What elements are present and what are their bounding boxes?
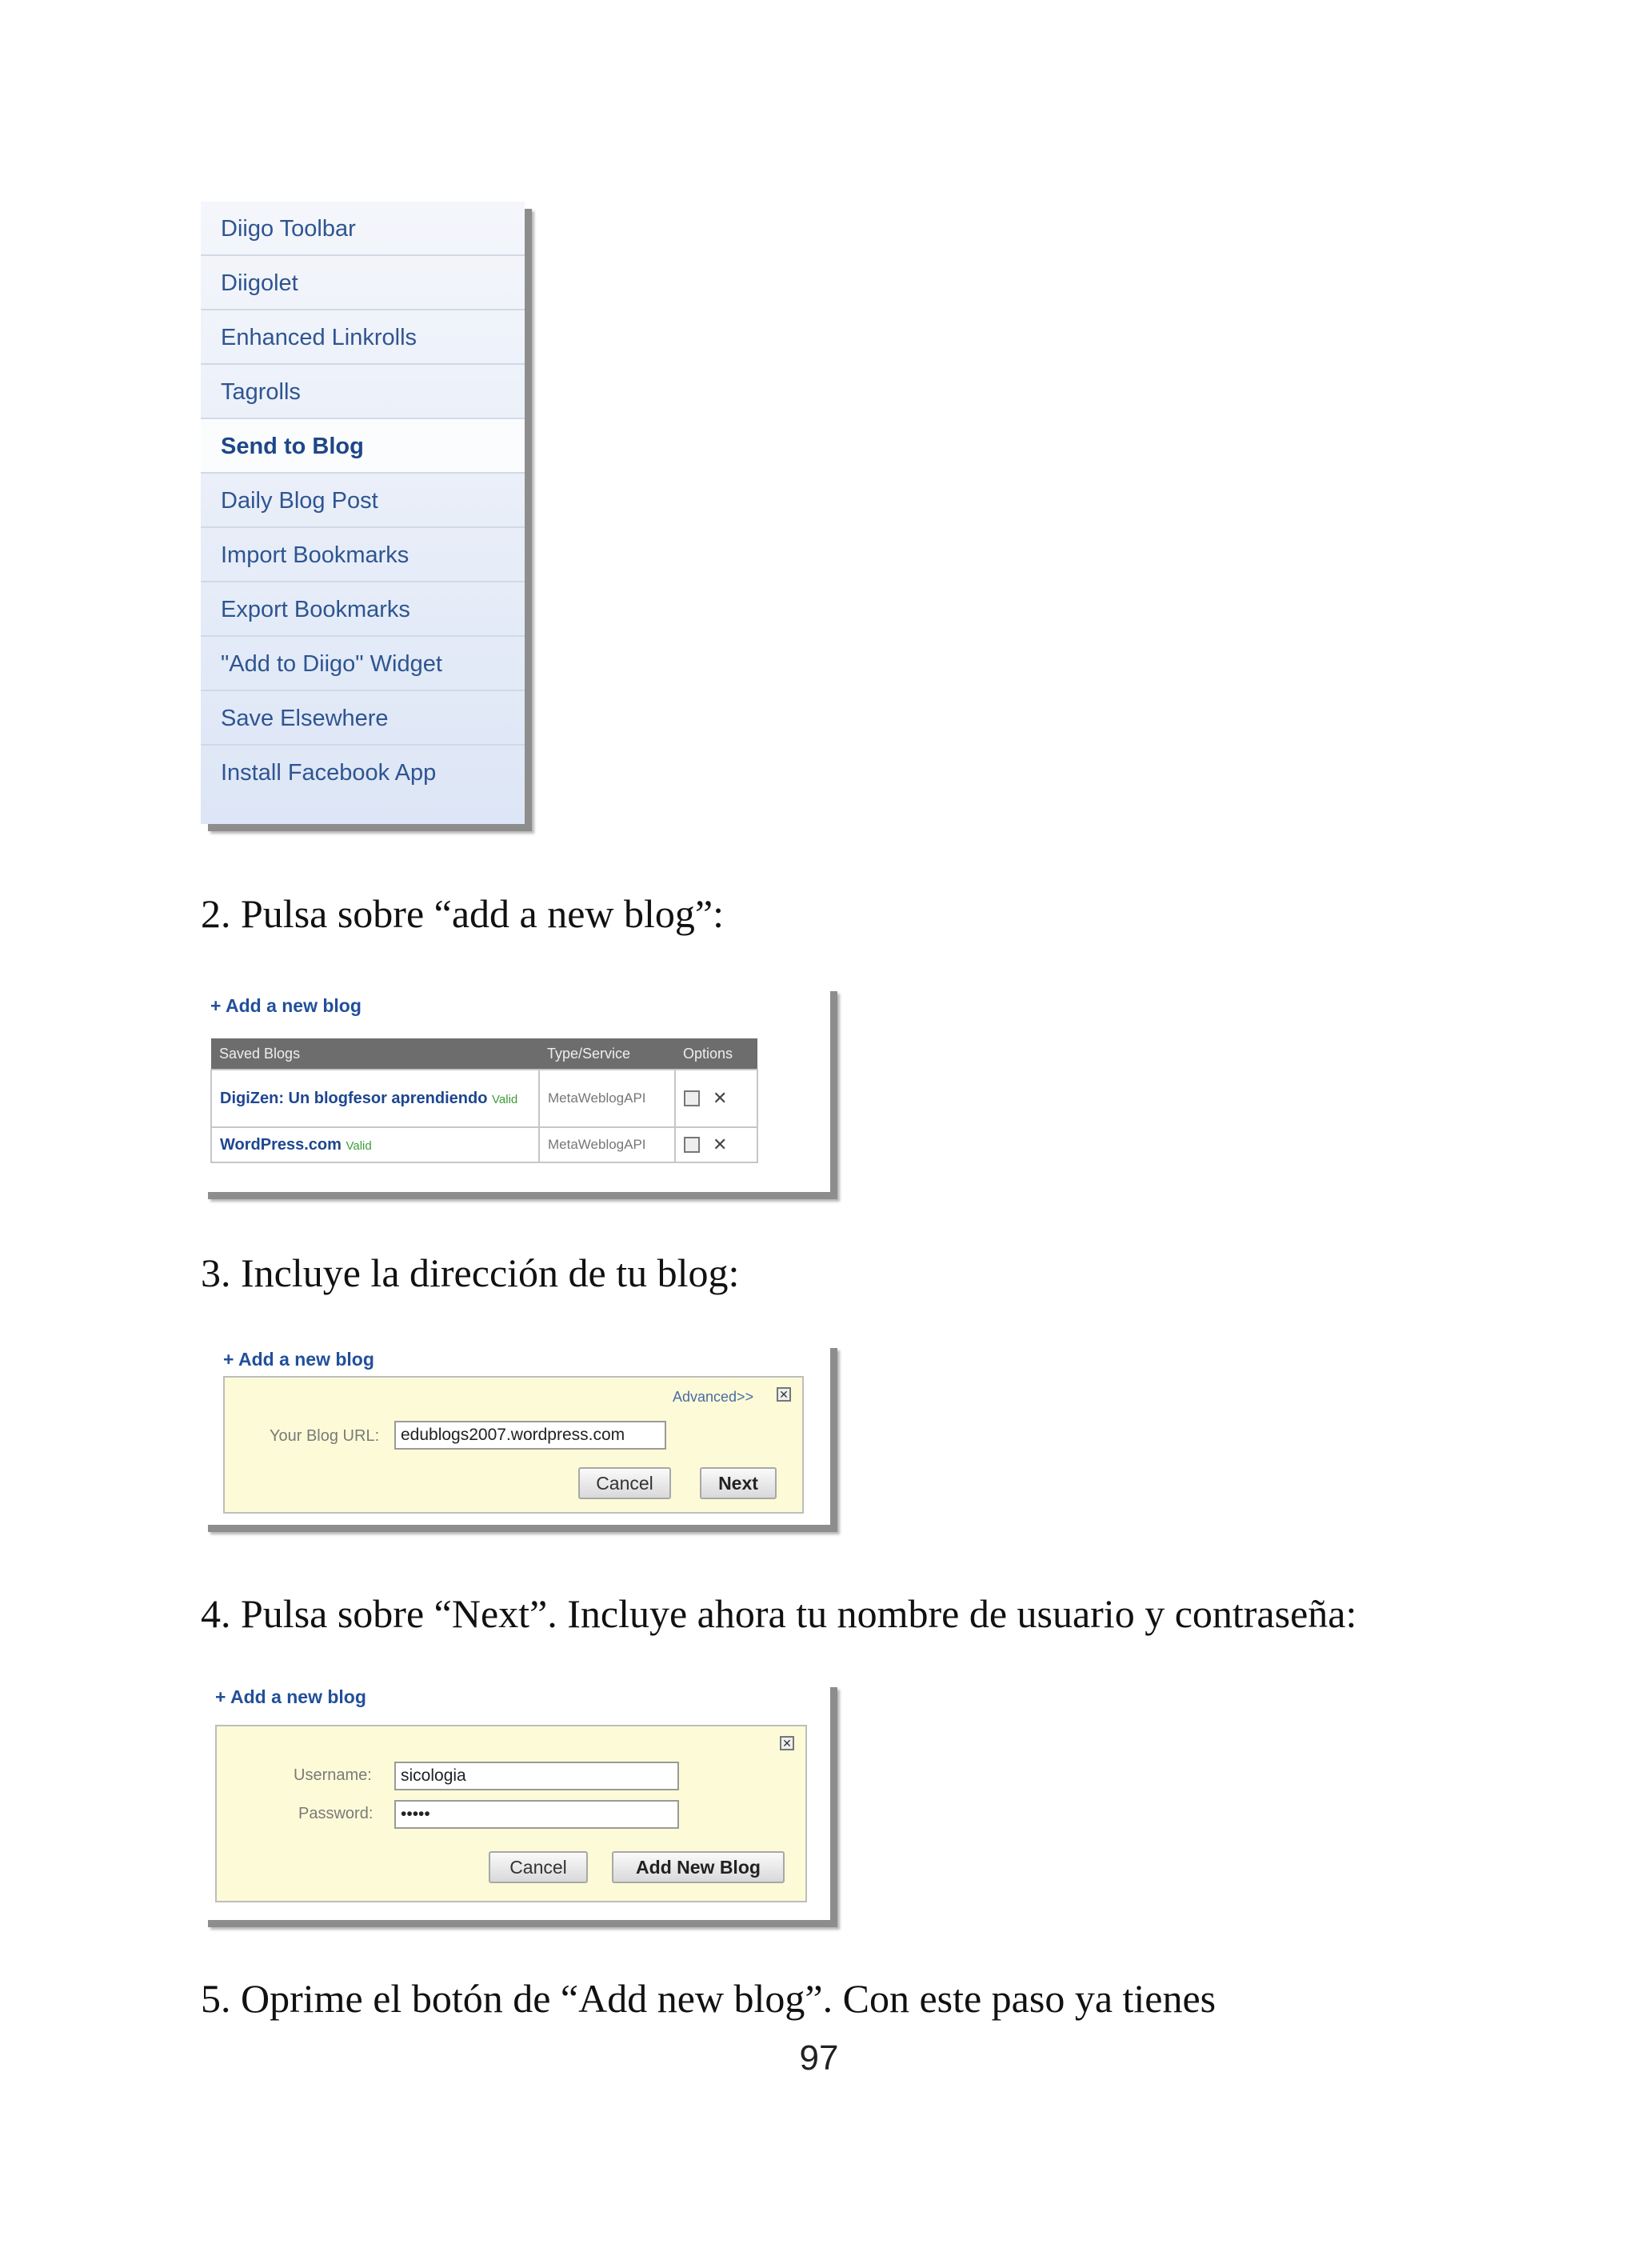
page-number: 97 — [799, 2038, 839, 2078]
menu-item-save-elsewhere[interactable]: Save Elsewhere — [201, 691, 525, 746]
table-row — [211, 1127, 757, 1162]
column-header-options: Options — [675, 1038, 757, 1070]
menu-item-add-to-diigo-widget[interactable]: "Add to Diigo" Widget — [201, 637, 525, 691]
saved-blogs-panel — [201, 984, 830, 1192]
menu-item-install-facebook-app[interactable]: Install Facebook App — [221, 760, 437, 786]
blog-name-link[interactable]: WordPress.com — [220, 1135, 342, 1154]
blog-url-label: Your Blog URL: — [270, 1427, 380, 1445]
add-new-blog-button[interactable]: Add New Blog — [612, 1851, 785, 1883]
caption-step-4: 4. Pulsa sobre “Next”. Incluye ahora tu nombre de usuario y contraseña: — [201, 1591, 1357, 1636]
column-header-type: Type/Service — [539, 1038, 675, 1070]
cancel-button[interactable]: Cancel — [578, 1467, 671, 1499]
menu-item-export-bookmarks[interactable]: Export Bookmarks — [201, 582, 525, 637]
table-header-row — [211, 1038, 757, 1070]
username-input[interactable]: sicologia — [394, 1762, 679, 1790]
blog-login-form — [201, 1680, 830, 1920]
menu-item-tagrolls[interactable]: Tagrolls — [201, 365, 525, 419]
close-icon[interactable]: ✕ — [780, 1736, 794, 1750]
table-row — [211, 1070, 757, 1127]
add-new-blog-link[interactable]: + Add a new blog — [215, 1686, 366, 1707]
column-header-saved-blogs: Saved Blogs — [211, 1038, 539, 1070]
diigo-tools-menu — [201, 202, 525, 824]
username-label: Username: — [294, 1766, 372, 1784]
delete-icon[interactable]: ✕ — [713, 1134, 728, 1154]
caption-step-5: 5. Oprime el botón de “Add new blog”. Con este paso ya tienes — [201, 1976, 1217, 2021]
blog-type-cell: MetaWeblogAPI — [539, 1070, 675, 1127]
blog-status: Valid — [492, 1092, 518, 1106]
url-form-box — [223, 1376, 804, 1514]
password-label: Password: — [298, 1805, 374, 1822]
advanced-link[interactable]: Advanced>> — [673, 1389, 754, 1405]
blog-options-cell — [675, 1127, 757, 1162]
cancel-button[interactable]: Cancel — [489, 1851, 588, 1883]
menu-item-import-bookmarks[interactable]: Import Bookmarks — [201, 528, 525, 582]
menu-item-daily-blog-post[interactable]: Daily Blog Post — [201, 474, 525, 528]
blog-name-link[interactable]: DigiZen: Un blogfesor aprendiendo — [220, 1089, 488, 1107]
menu-item-diigo-toolbar[interactable]: Diigo Toolbar — [201, 202, 525, 256]
blog-name-cell — [211, 1070, 539, 1127]
add-new-blog-link[interactable]: + Add a new blog — [210, 995, 362, 1016]
close-icon[interactable]: ✕ — [777, 1387, 791, 1402]
blog-options-cell — [675, 1070, 757, 1127]
next-button[interactable]: Next — [700, 1467, 777, 1499]
delete-icon[interactable]: ✕ — [713, 1088, 728, 1108]
caption-step-2: 2. Pulsa sobre “add a new blog”: — [201, 891, 725, 936]
blog-status: Valid — [346, 1138, 372, 1153]
caption-step-3: 3. Incluye la dirección de tu blog: — [201, 1250, 740, 1295]
blog-url-form — [201, 1341, 830, 1525]
password-input[interactable]: ••••• — [394, 1800, 679, 1829]
blog-url-input[interactable]: edublogs2007.wordpress.com — [394, 1421, 666, 1450]
edit-icon[interactable] — [684, 1090, 700, 1106]
menu-item-enhanced-linkrolls[interactable]: Enhanced Linkrolls — [201, 310, 525, 365]
login-form-box — [215, 1725, 807, 1902]
blog-name-cell — [211, 1127, 539, 1162]
menu-item-send-to-blog[interactable]: Send to Blog — [201, 419, 525, 474]
menu-item-diigolet[interactable]: Diigolet — [201, 256, 525, 310]
add-new-blog-link[interactable]: + Add a new blog — [223, 1349, 374, 1370]
edit-icon[interactable] — [684, 1137, 700, 1153]
blog-type-cell: MetaWeblogAPI — [539, 1127, 675, 1162]
saved-blogs-table — [210, 1038, 758, 1163]
